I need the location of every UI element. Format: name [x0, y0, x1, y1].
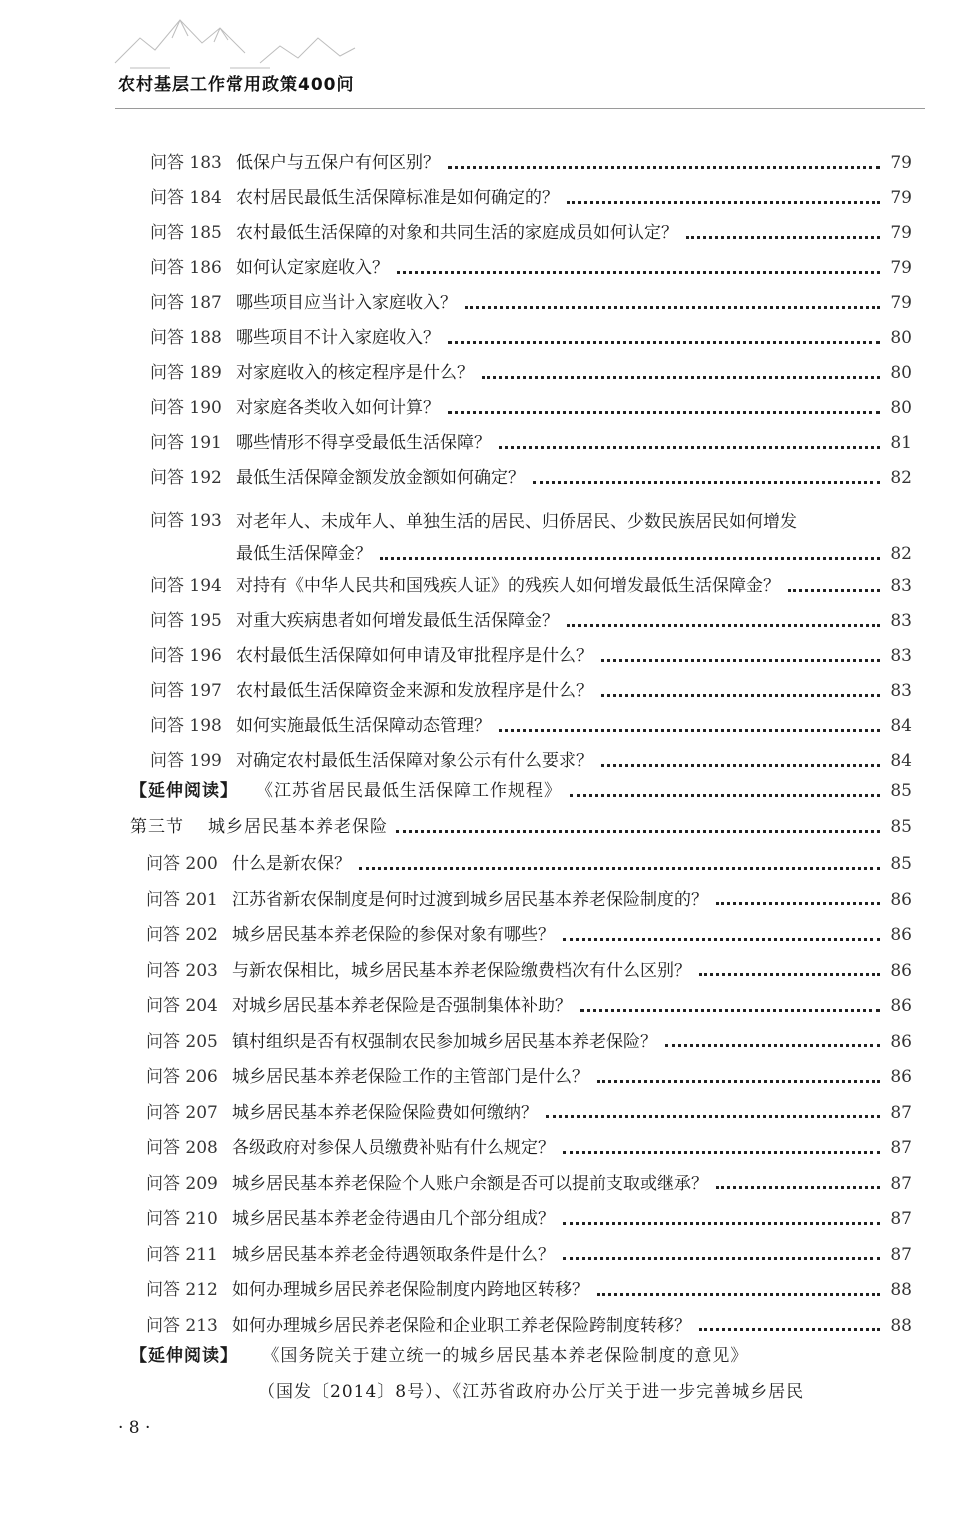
question-title: 农村最低生活保障如何申请及审批程序是什么？ [236, 646, 593, 666]
question-number: 问答 195 [150, 611, 222, 631]
page-number: 82 [890, 468, 912, 488]
toc-entry[interactable] [146, 1062, 912, 1092]
question-title: 低保户与五保户有何区别？ [236, 153, 440, 173]
leader-dots [665, 1044, 880, 1047]
page-number: 84 [890, 716, 912, 736]
toc-entry[interactable] [146, 956, 912, 986]
extended-reading-title: 《国务院关于建立统一的城乡居民基本养老保险制度的意见》 [262, 1346, 749, 1366]
question-number: 问答 185 [150, 223, 222, 243]
page-number: 83 [890, 681, 912, 701]
question-title: 如何办理城乡居民养老保险制度内跨地区转移？ [232, 1280, 589, 1300]
leader-dots [448, 411, 880, 414]
page-number: 83 [890, 576, 912, 596]
question-number: 问答 210 [146, 1209, 218, 1229]
toc-entry[interactable] [146, 1027, 912, 1057]
question-number: 问答 211 [146, 1244, 218, 1265]
question-title: 如何办理城乡居民养老保险和企业职工养老保险跨制度转移？ [232, 1315, 691, 1336]
page-number: 82 [890, 544, 912, 564]
page-number: 79 [890, 258, 912, 278]
toc-entry[interactable] [146, 1275, 912, 1305]
question-number: 问答 199 [150, 751, 222, 771]
page-number: 83 [890, 611, 912, 631]
question-title: 对家庭各类收入如何计算？ [236, 398, 440, 418]
question-number: 问答 197 [150, 681, 222, 701]
leader-dots [499, 446, 880, 449]
toc-entry-193[interactable] [150, 506, 912, 570]
leader-dots [563, 938, 880, 941]
page-number: 86 [890, 996, 912, 1016]
question-title: 农村最低生活保障的对象和共同生活的家庭成员如何认定？ [236, 223, 678, 243]
leader-dots [380, 557, 880, 560]
toc-entry[interactable] [150, 148, 912, 178]
question-title: 农村居民最低生活保障标准是如何确定的？ [236, 188, 559, 208]
question-title: 对确定农村最低生活保障对象公示有什么要求？ [236, 751, 593, 771]
question-number: 问答 203 [146, 960, 218, 981]
question-number: 问答 193 [150, 511, 222, 531]
question-title: 城乡居民基本养老保险个人账户余额是否可以提前支取或继承？ [232, 1173, 708, 1194]
page-number: 83 [890, 646, 912, 666]
leader-dots [563, 1257, 880, 1260]
toc-entry[interactable] [146, 849, 912, 879]
question-title: 对重大疾病患者如何增发最低生活保障金？ [236, 611, 559, 631]
toc-entry[interactable] [146, 1133, 912, 1163]
leader-dots [716, 1186, 880, 1189]
page-number: 85 [890, 817, 912, 837]
question-title: 城乡居民基本养老保险的参保对象有哪些？ [232, 925, 555, 945]
question-number: 问答 198 [150, 716, 222, 736]
extended-reading-1[interactable] [130, 776, 912, 806]
page-number: 85 [890, 781, 912, 801]
page-number: 79 [890, 188, 912, 208]
page-number: 88 [890, 1315, 912, 1336]
question-title: 城乡居民基本养老保险保险费如何缴纳？ [232, 1102, 538, 1123]
extended-reading-title: 《江苏省居民最低生活保障工作规程》 [256, 781, 562, 801]
question-number: 问答 189 [150, 363, 222, 383]
page-number: 88 [890, 1280, 912, 1300]
question-number: 问答 186 [150, 258, 222, 278]
page-number: 80 [890, 328, 912, 348]
toc-entry[interactable] [146, 920, 912, 950]
question-number: 问答 207 [146, 1102, 218, 1123]
page-number: 87 [890, 1173, 912, 1194]
question-title: 各级政府对参保人员缴费补贴有什么规定？ [232, 1138, 555, 1158]
toc-entry[interactable] [146, 1098, 912, 1128]
question-number: 问答 194 [150, 576, 222, 596]
question-title: 哪些项目不计入家庭收入？ [236, 328, 440, 348]
leader-dots [482, 376, 880, 379]
leader-dots [546, 1115, 880, 1118]
page-number: 80 [890, 398, 912, 418]
question-number: 问答 202 [146, 925, 218, 945]
question-number: 问答 183 [150, 153, 222, 173]
book-title: 农村基层工作常用政策400问 [118, 75, 355, 95]
extended-reading-2-line2: （国发〔2014〕8号）、《江苏省政府办公厅关于进一步完善城乡居民 [258, 1382, 805, 1402]
leader-dots [563, 1222, 880, 1225]
leader-dots [699, 1328, 880, 1331]
question-number: 问答 184 [150, 188, 222, 208]
question-number: 问答 201 [146, 889, 218, 910]
page-number: 84 [890, 751, 912, 771]
toc-entry[interactable] [150, 288, 912, 318]
question-title-line1: 对老年人、未成年人、单独生活的居民、归侨居民、少数民族居民如何增发 [236, 512, 797, 532]
extended-reading-2[interactable] [130, 1341, 748, 1366]
question-title: 镇村组织是否有权强制农民参加城乡居民基本养老保险？ [232, 1031, 657, 1052]
question-title: 如何实施最低生活保障动态管理？ [236, 716, 491, 736]
section-title: 城乡居民基本养老保险 [208, 817, 388, 837]
section-label: 第三节 [130, 817, 184, 837]
question-number: 问答 188 [150, 328, 222, 348]
toc-entry[interactable] [150, 641, 912, 671]
question-title: 哪些情形不得享受最低生活保障？ [236, 433, 491, 453]
page-number: 85 [890, 854, 912, 874]
question-title: 与新农保相比，城乡居民基本养老保险缴费档次有什么区别？ [232, 960, 691, 981]
question-number: 问答 208 [146, 1138, 218, 1158]
question-number: 问答 196 [150, 646, 222, 666]
leader-dots [686, 236, 880, 239]
page-number: 86 [890, 960, 912, 981]
question-title: 对家庭收入的核定程序是什么？ [236, 363, 474, 383]
toc-entry[interactable] [150, 746, 912, 776]
leader-dots [601, 659, 880, 662]
question-number: 问答 187 [150, 293, 222, 313]
page-number: 79 [890, 293, 912, 313]
question-number: 问答 205 [146, 1031, 218, 1052]
question-number: 问答 191 [150, 433, 222, 453]
question-number: 问答 206 [146, 1067, 218, 1087]
question-title: 江苏省新农保制度是何时过渡到城乡居民基本养老保险制度的？ [232, 889, 708, 910]
toc-entry[interactable] [150, 323, 912, 353]
toc-entry[interactable] [150, 218, 912, 248]
question-number: 问答 200 [146, 854, 218, 874]
toc-entry[interactable] [150, 606, 912, 636]
question-number: 问答 212 [146, 1280, 218, 1300]
page-number: 86 [890, 1067, 912, 1087]
leader-dots [601, 764, 880, 767]
toc-entry[interactable] [146, 991, 912, 1021]
leader-dots [597, 1293, 880, 1296]
leader-dots [580, 1009, 880, 1012]
question-title: 城乡居民基本养老金待遇由几个部分组成？ [232, 1209, 555, 1229]
toc-entry[interactable] [150, 358, 912, 388]
leader-dots [533, 481, 880, 484]
question-title-line2: 最低生活保障金？ [236, 544, 372, 564]
page-number: 87 [890, 1102, 912, 1123]
toc-entry[interactable] [150, 393, 912, 423]
leader-dots [597, 1080, 880, 1083]
leader-dots [601, 694, 880, 697]
toc-entry[interactable] [150, 676, 912, 706]
question-number: 问答 213 [146, 1315, 218, 1336]
toc-entry[interactable] [150, 571, 912, 601]
page-number: 87 [890, 1244, 912, 1265]
leader-dots [788, 589, 880, 592]
extended-reading-label: 【延伸阅读】 [130, 1346, 238, 1366]
question-title: 对城乡居民基本养老保险是否强制集体补助？ [232, 996, 572, 1016]
toc-entry[interactable] [150, 463, 912, 493]
leader-dots [396, 830, 880, 833]
leader-dots [699, 973, 880, 976]
page-number: 86 [890, 925, 912, 945]
leader-dots [448, 341, 880, 344]
question-title: 最低生活保障金额发放金额如何确定？ [236, 468, 525, 488]
page-number: 87 [890, 1209, 912, 1229]
toc-entry[interactable] [150, 253, 912, 283]
leader-dots [567, 624, 880, 627]
toc-entry[interactable] [146, 1311, 912, 1341]
question-number: 问答 204 [146, 996, 218, 1016]
section-heading-3[interactable] [130, 812, 912, 842]
leader-dots [716, 902, 880, 905]
question-title: 城乡居民基本养老金待遇领取条件是什么？ [232, 1244, 555, 1265]
question-number: 问答 192 [150, 468, 222, 488]
question-title: 哪些项目应当计入家庭收入？ [236, 293, 457, 313]
page-folio: · 8 · [118, 1418, 151, 1438]
leader-dots [570, 794, 880, 797]
header-rule [115, 108, 925, 109]
toc-entry[interactable] [150, 711, 912, 741]
leader-dots [359, 867, 880, 870]
toc-entry[interactable] [146, 1204, 912, 1234]
page-number: 79 [890, 153, 912, 173]
leader-dots [499, 729, 880, 732]
leader-dots [397, 271, 880, 274]
toc-entry[interactable] [146, 1169, 912, 1199]
question-number: 问答 209 [146, 1173, 218, 1194]
leader-dots [567, 201, 880, 204]
question-title: 城乡居民基本养老保险工作的主管部门是什么？ [232, 1067, 589, 1087]
page-number: 86 [890, 1031, 912, 1052]
question-title: 什么是新农保？ [232, 854, 351, 874]
page-number: 79 [890, 223, 912, 243]
toc-entry[interactable] [146, 885, 912, 915]
question-title: 对持有《中华人民共和国残疾人证》的残疾人如何增发最低生活保障金？ [236, 576, 780, 596]
page-number: 80 [890, 363, 912, 383]
question-title: 如何认定家庭收入？ [236, 258, 389, 278]
leader-dots [465, 306, 880, 309]
toc-entry[interactable] [150, 428, 912, 458]
leader-dots [448, 166, 880, 169]
question-number: 问答 190 [150, 398, 222, 418]
mountain-lines-icon [110, 8, 360, 70]
page-number: 81 [890, 433, 912, 453]
page-number: 87 [890, 1138, 912, 1158]
toc-entry[interactable] [146, 1240, 912, 1270]
question-title: 农村最低生活保障资金来源和发放程序是什么？ [236, 681, 593, 701]
leader-dots [563, 1151, 880, 1154]
toc-entry[interactable] [150, 183, 912, 213]
page-number: 86 [890, 889, 912, 910]
extended-reading-label: 【延伸阅读】 [130, 781, 238, 801]
